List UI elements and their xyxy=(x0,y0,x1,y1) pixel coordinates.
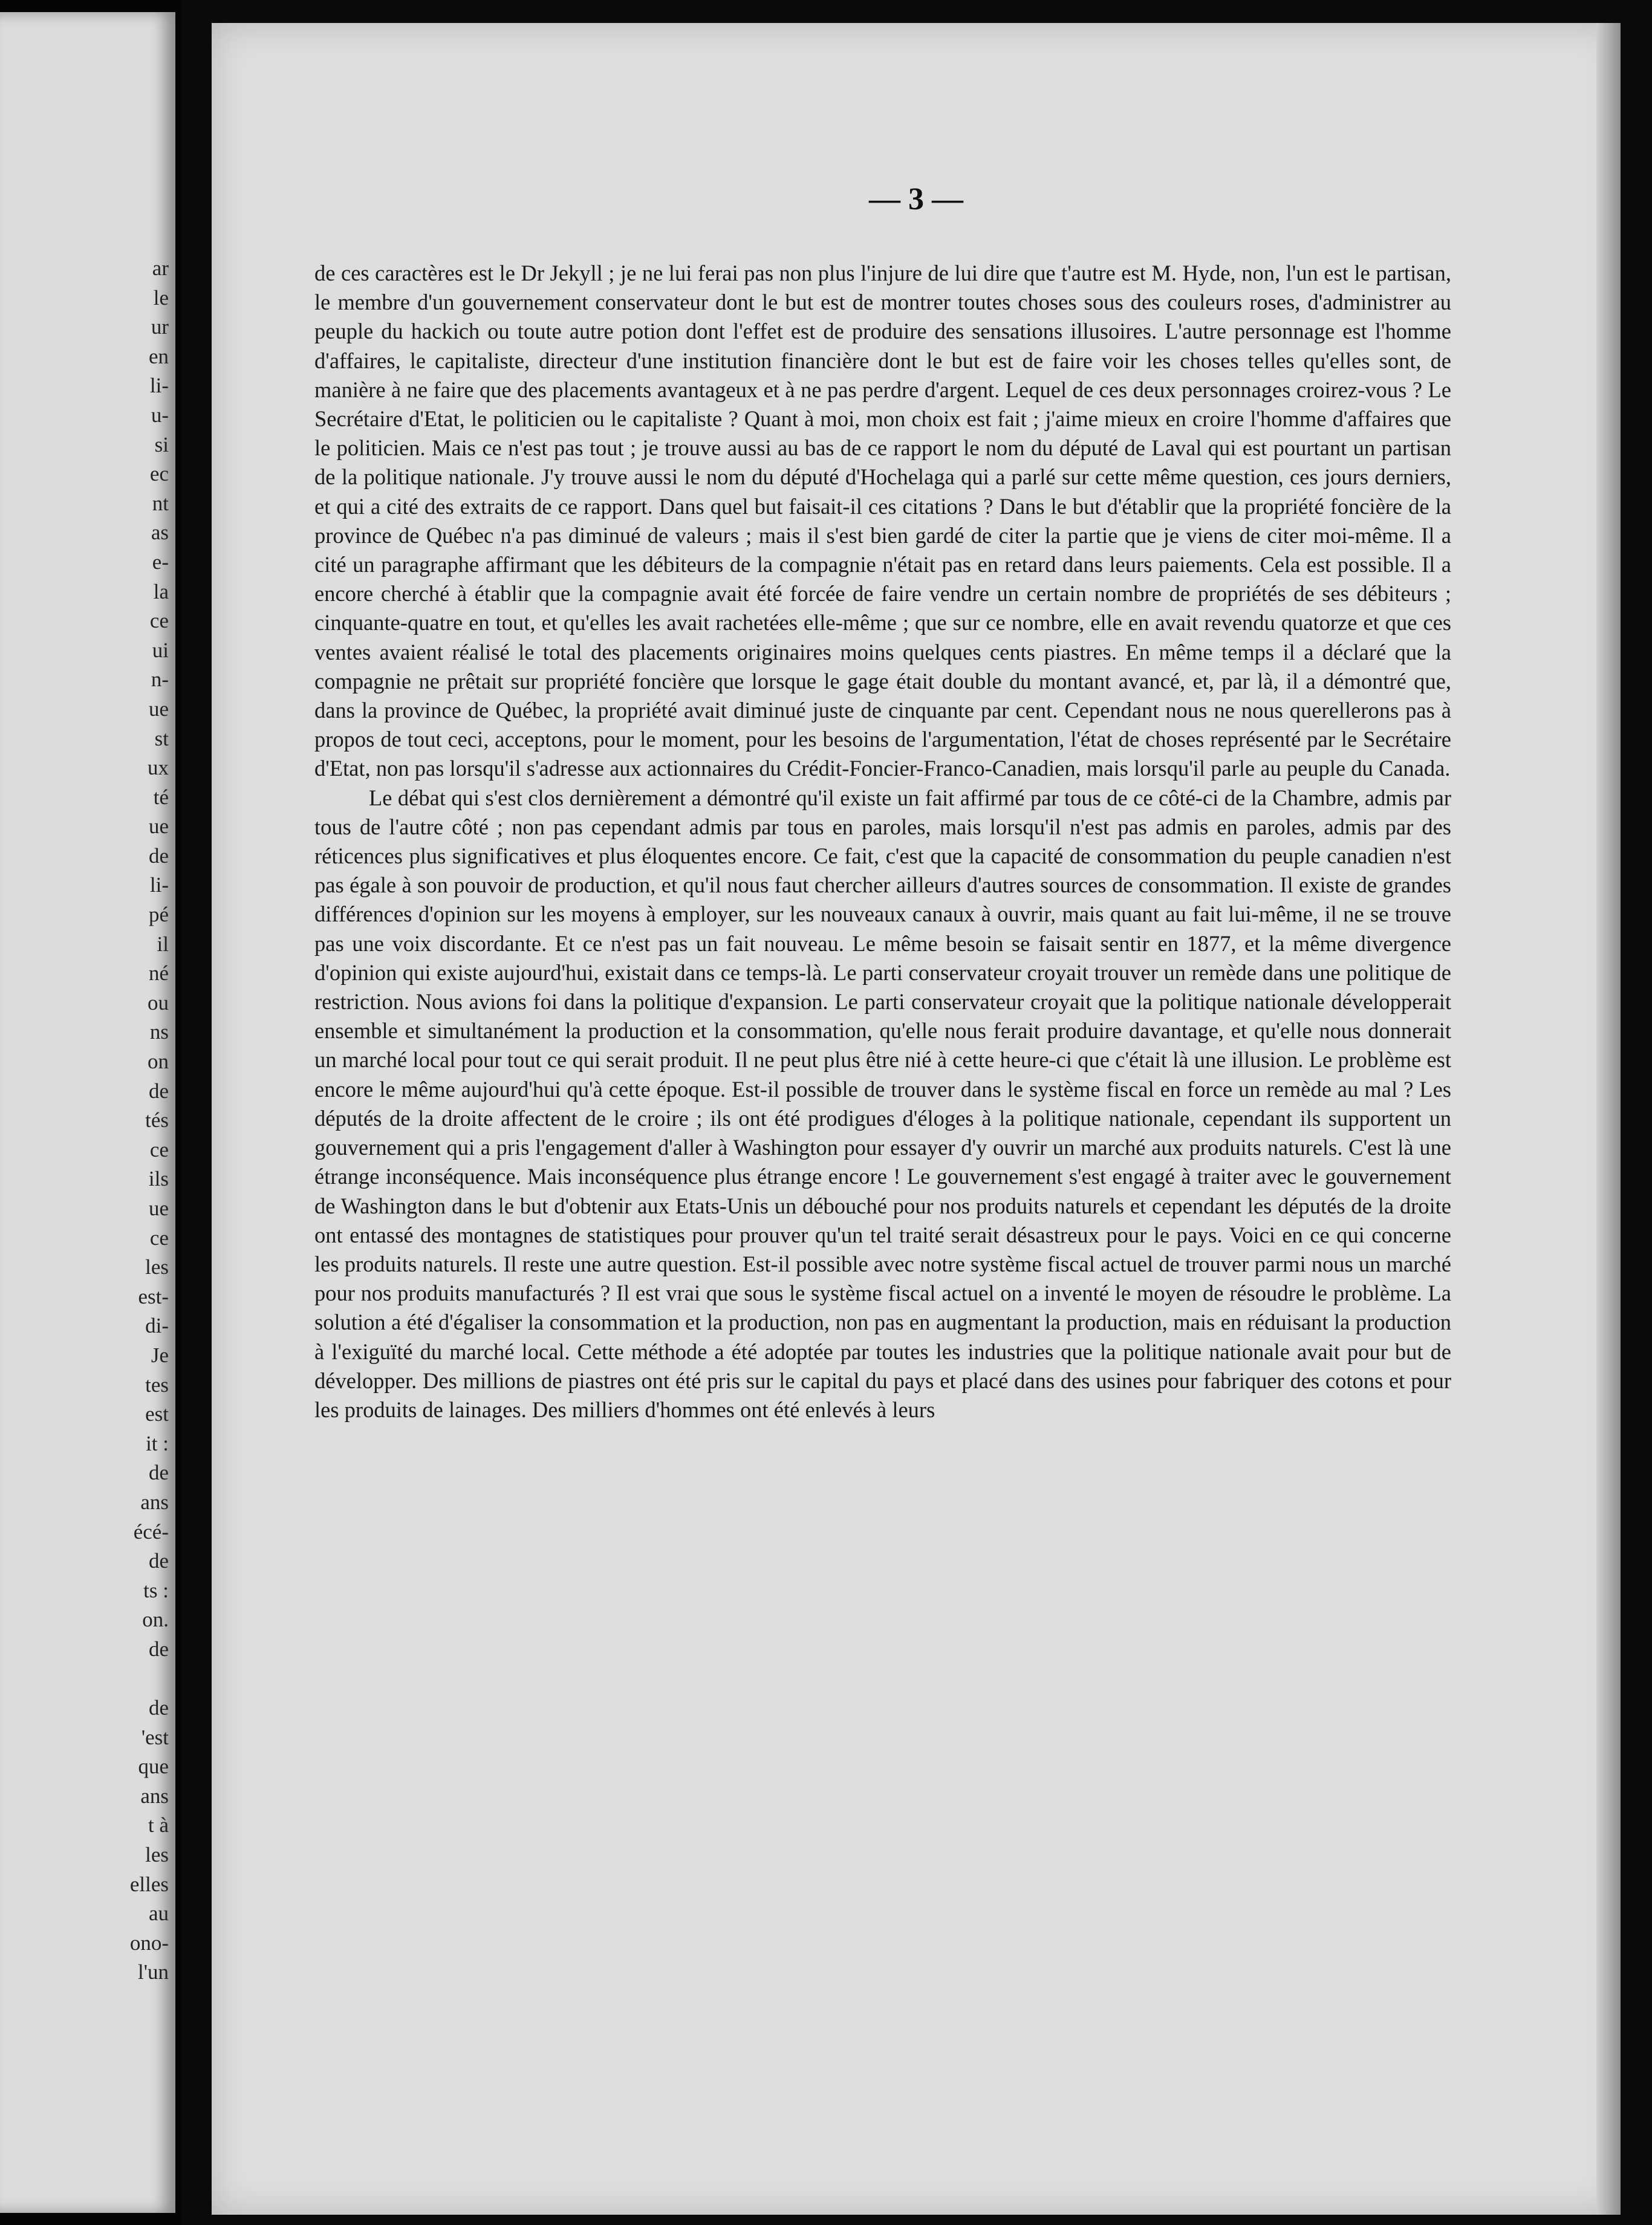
left-fragment: ue xyxy=(148,814,169,839)
left-fragment: est xyxy=(145,1402,169,1426)
left-fragment: nt xyxy=(152,491,169,515)
left-fragment: que xyxy=(138,1755,169,1779)
paragraph-1: de ces caractères est le Dr Jekyll ; je ne lui ferai pas non plus l'injure de lui dire que t'autre est M. Hyde, non, l'un est le partisan, le membre d'un gouvernement conservateur dont le but est de montrer toutes choses sous des couleurs roses, d'administrer au peuple du hackich ou toute autre potion dont l'effet est de produire des sensations illusoires. L'autre personnage est l'homme d'affaires, le capitaliste, directeur d'une institution financière dont le but est de faire voir les choses telles qu'elles sont, de manière à ne faire que des placements avantageux et à ne pas perdre d'argent. Lequel de ces deux personnages croirez-vous ? Le Secrétaire d'Etat, le politicien ou le capitaliste ? Quant à moi, mon choix est fait ; j'aime mieux en croire l'homme d'affaires que le politicien. Mais ce n'est pas tout ; je trouve aussi au bas de ce rapport le nom du député de Laval qui est pourtant un partisan de la politique nationale. J'y trouve aussi le nom du député d'Hochelaga qui a parlé sur cette même question, ces jours derniers, et qui a cité des extraits de ce rapport. Dans quel but faisait-il ces citations ? Dans le but d'établir que la propriété foncière de la province de Québec n'a pas diminué de valeurs ; mais il s'est bien gardé de citer la partie que je viens de citer moi-même. Il a cité un paragraphe affirmant que les débiteurs de la compagnie n'était pas en retard dans leurs paiements. Cela est possible. Il a encore cherché à établir que la compagnie avait été forcée de faire vendre un certain nombre de propriétés de ses débiteurs ; cinquante-quatre en tout, et qu'elles les avait rachetées elle-même ; que sur ce nombre, elle en avait revendu quatorze et que ces ventes avaient réalisé le total des placements originaires moins quelques cents piastres. En même temps il a déclaré que la compagnie ne prêtait sur propriété foncière que lorsque le gage était double du montant avancé, et, par là, il a démontré que, dans la province de Québec, la propriété avait diminué juste de cinquante par cent. Cependant nous ne nous querellerons pas à propos de tout ceci, acceptons, pour le moment, pour les besoins de l'argumentation, l'état de choses représenté par le Secrétaire d'Etat, non pas lorsqu'il s'adresse aux actionnaires du Crédit-Foncier-Franco-Canadien, mais lorsqu'il parle au peuple du Canada. xyxy=(314,261,1451,781)
left-fragment: ts : xyxy=(143,1578,169,1602)
left-fragment: ec xyxy=(149,462,169,486)
left-fragment: ans xyxy=(140,1490,169,1514)
main-page xyxy=(212,23,1621,2215)
left-fragment: les xyxy=(145,1255,169,1279)
left-fragment: né xyxy=(148,961,169,986)
left-fragment: la xyxy=(153,579,169,603)
left-fragment: ou xyxy=(148,990,169,1015)
left-fragment: ns xyxy=(149,1020,169,1044)
left-fragment: tes xyxy=(145,1372,169,1397)
left-fragment: le xyxy=(153,285,169,310)
left-page-text-fragments xyxy=(0,254,172,1987)
left-fragment: t à xyxy=(148,1813,169,1837)
left-fragment: ans xyxy=(140,1784,169,1808)
left-facing-page xyxy=(0,0,181,2225)
left-fragment: si xyxy=(154,432,169,456)
body-text xyxy=(314,259,1451,1424)
left-fragment: ur xyxy=(151,315,169,339)
left-fragment: de xyxy=(148,1079,169,1103)
left-fragment: ui xyxy=(152,638,169,662)
left-fragment: st xyxy=(154,726,169,750)
left-fragment: té xyxy=(153,785,169,809)
page-number: — 3 — xyxy=(869,182,963,216)
left-fragment: 'est xyxy=(141,1725,169,1749)
left-fragment: écé- xyxy=(133,1519,169,1544)
left-fragment: ue xyxy=(148,697,169,721)
left-fragment: en xyxy=(148,344,169,368)
left-fragment: li- xyxy=(149,873,169,897)
left-fragment: de xyxy=(148,1637,169,1661)
left-fragment: est- xyxy=(138,1284,169,1308)
left-fragment: li- xyxy=(149,374,169,398)
left-fragment: ono- xyxy=(129,1931,169,1955)
left-fragment: u- xyxy=(151,403,169,427)
left-fragment xyxy=(0,1665,172,1694)
page-edge-shadow xyxy=(1596,23,1621,2215)
paragraph-2: Le débat qui s'est clos dernièrement a démontré qu'il existe un fait affirmé par tous de ce côté-ci de la Chambre, admis par tous de l'autre côté ; non pas cependant admis par tous en paroles, mais lorsqu'il n'est pas admis en paroles, admis par des réticences plus significatives et plus éloquentes encore. Ce fait, c'est que la capacité de consommation du peuple canadien n'est pas égale à son pouvoir de production, et qu'il nous faut chercher ailleurs d'autres sources de consommation. Il existe de grandes différences d'opinion sur les moyens à employer, sur les nouveaux canaux à ouvrir, mais quant au fait lui-même, il ne se trouve pas une voix discordante. Et ce n'est pas un fait nouveau. Le même besoin se faisait sentir en 1877, et la même divergence d'opinion qui existe aujourd'hui, existait dans ce temps-là. Le parti conservateur croyait trouver un remède dans une politique de restriction. Nous avions foi dans la politique d'expansion. Le parti conservateur croyait que la politique nationale développerait ensemble et simultanément la production et la consommation, qu'elle nous ferait produire davantage, et qu'elle nous donnerait un marché local pour tout ce qui serait produit. Il ne peut plus être nié à cette heure-ci que c'était là une illusion. Le problème est encore le même aujourd'hui qu'à cette époque. Est-il possible de trouver dans le système fiscal en force un remède au mal ? Les députés de la droite affectent de le croire ; ils ont été prodigues d'éloges à la politique nationale, cependant ils supportent un gouvernement qui a pris l'engagement d'aller à Washington pour essayer d'y ouvrir un marché aux produits naturels. C'est là une étrange inconséquence. Mais inconséquence plus étrange encore ! Le gouvernement s'est engagé à traiter avec le gouvernement de Washington dans le but d'obtenir aux Etats-Unis un débouché pour nos produits naturels et cependant les députés de la droite ont entassé des montagnes de statistiques pour prouver qu'un tel traité serait désastreux pour le pays. Voici en ce qui concerne les produits naturels. Il reste une autre question. Est-il possible avec notre système fiscal actuel de trouver parmi nous un marché pour nos produits manufacturés ? Il est vrai que sous le système fiscal actuel on a inventé le moyen de résoudre le problème. La solution a été d'égaliser la consommation et la production, non pas en augmentant la production, mais en réduisant la production à l'exiguïté du marché local. Cette méthode a été adoptée par toutes les industries que la politique nationale avait pour but de développer. Des millions de piastres ont été pris sur le capital du pays et placé dans des usines pour fabriquer des cotons et pour les produits de lainages. Des milliers d'hommes ont été enlevés à leurs xyxy=(314,785,1451,1422)
left-fragment: tés xyxy=(145,1108,169,1132)
left-fragment: les xyxy=(145,1843,169,1867)
left-fragment: l'un xyxy=(137,1960,169,1984)
left-fragment: ce xyxy=(149,1137,169,1161)
left-fragment: ue xyxy=(148,1197,169,1220)
left-fragment: au xyxy=(148,1902,169,1926)
left-fragment: on. xyxy=(142,1608,169,1632)
left-fragment: ar xyxy=(152,256,169,280)
left-fragment: de xyxy=(148,1549,169,1573)
left-fragment: ils xyxy=(148,1167,169,1191)
left-page-sheet xyxy=(0,12,175,2213)
left-fragment: n- xyxy=(151,668,169,692)
left-fragment: ce xyxy=(149,609,169,633)
left-fragment: on xyxy=(148,1050,169,1074)
left-fragment: il xyxy=(157,932,169,956)
left-fragment: it : xyxy=(146,1431,169,1455)
left-fragment: e- xyxy=(152,550,169,574)
left-fragment: di- xyxy=(145,1314,169,1338)
left-fragment: pé xyxy=(148,903,169,927)
left-fragment: ux xyxy=(148,756,169,780)
left-fragment: de xyxy=(148,843,169,868)
left-fragment: Je xyxy=(151,1343,169,1367)
left-fragment: ce xyxy=(149,1226,169,1250)
left-fragment: as xyxy=(151,521,169,545)
left-fragment: de xyxy=(148,1696,169,1720)
left-fragment: elles xyxy=(129,1872,169,1896)
left-fragment: de xyxy=(148,1461,169,1485)
